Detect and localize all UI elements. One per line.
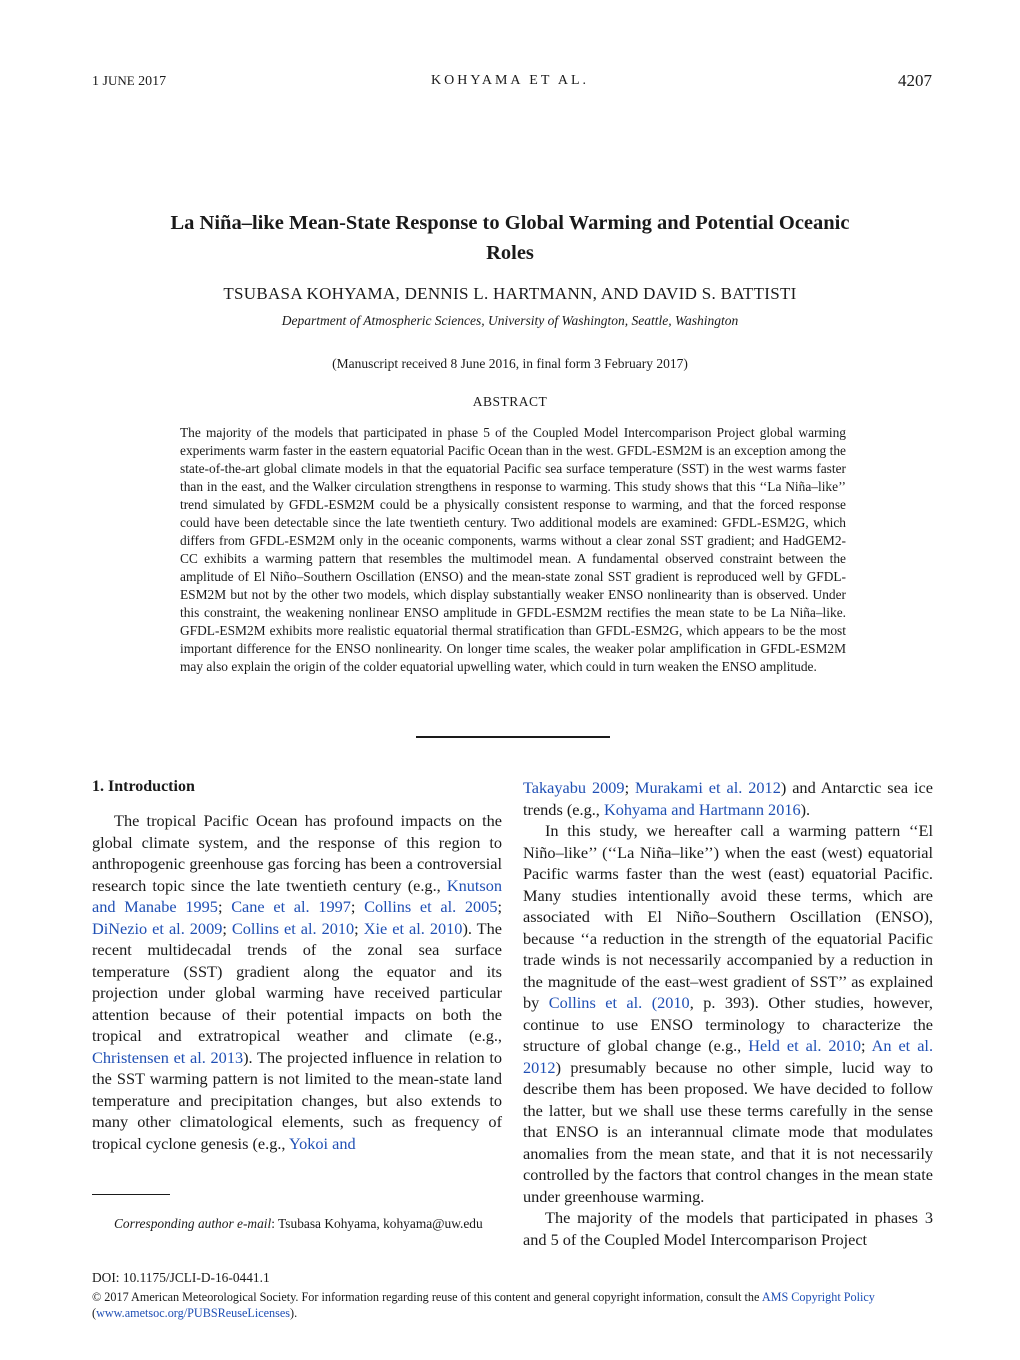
doi: DOI: 10.1175/JCLI-D-16-0441.1 <box>92 1270 270 1285</box>
body-text: ; <box>624 778 636 797</box>
body-text: , p. 393). Other studies, however, continue to use ENSO terminology to characterize the structure of global change (e.g., <box>523 993 933 1055</box>
citation-link[interactable]: Christensen et al. 2013 <box>92 1047 244 1067</box>
citation-link[interactable]: Cane et al. 1997 <box>231 897 351 916</box>
citation-link[interactable]: Collins et al. 2005 <box>364 897 498 916</box>
citation-link[interactable]: Kohyama and Hartmann 2016 <box>603 799 801 819</box>
footnote-label: Corresponding author e-mail <box>114 1216 272 1231</box>
citation-link[interactable]: An et al. 2012 <box>523 1036 934 1077</box>
running-authors: KOHYAMA ET AL. <box>430 73 590 88</box>
paper-title: La Niña–like Mean-State Response to Global Warming and Potential Oceanic Roles <box>170 212 850 264</box>
body-text: The tropical Pacific Ocean has profound impacts on the global climate system, and the response of this region to anthropogenic greenhouse gas forcing has been a controversial research topic since the late twentieth century (e.g., <box>92 811 502 895</box>
affiliation: Department of Atmospheric Sciences, University of Washington, Seattle, Washington <box>281 313 739 328</box>
body-text: In this study, we hereafter call a warming pattern ‘‘El Niño–like’’ (‘‘La Niña–like’’) when the east (west) equatorial Pacific warms faster than the west (east) equatorial Pacific. Many studies intentionally avoid these terms, which are associated with El Niño–Southern Oscillation (ENSO), because ‘‘a reduction in the strength of the equatorial Pacific trade winds is not necessarily accompanied by a reduction in the magnitude of the east–west gradient of SST’’ as explained by <box>523 821 933 1012</box>
intro-paragraph-continued <box>523 777 933 820</box>
abstract-divider <box>416 736 610 738</box>
body-text: ) presumably because no other simple, lucid way to describe them has been proposed. We have decided to follow the latter, but we shall use these terms carefully in the sense that ENSO is an interannual climate mode that modulates anomalies from the mean state, and that it is not necessarily controlled by the factors that control changes in the mean state under greenhouse warming. <box>523 1057 933 1206</box>
citation-link[interactable]: Knutson and Manabe 1995 <box>92 875 502 916</box>
citation-link[interactable]: Collins et al. (2010 <box>548 993 690 1012</box>
copyright-notice <box>92 1289 932 1321</box>
citation-link[interactable]: Xie et al. 2010 <box>363 918 463 938</box>
body-text: ; <box>497 897 502 916</box>
citation-link[interactable]: DiNezio et al. 2009 <box>92 918 223 938</box>
body-text: The majority of the models that participated in phases 3 and 5 of the Coupled Model Intercomparison Project <box>523 1208 933 1249</box>
body-text: ) and Antarctic sea ice trends (e.g., <box>523 778 933 819</box>
intro-paragraph-1 <box>92 810 502 1154</box>
citation-link[interactable]: Yokoi and <box>288 1133 356 1153</box>
body-text: ). <box>800 799 811 819</box>
section-heading: 1. Introduction <box>92 778 195 795</box>
intro-column-right <box>523 777 933 1250</box>
manuscript-received: (Manuscript received 8 June 2016, in final form 3 February 2017) <box>332 356 688 371</box>
footnote <box>92 1214 504 1233</box>
intro-paragraph-2 <box>523 820 933 1207</box>
body-text: ; <box>350 897 365 916</box>
ams-copyright-link[interactable]: AMS Copyright Policy <box>761 1290 875 1304</box>
body-text: ; <box>217 897 232 916</box>
body-text: ; <box>860 1036 872 1055</box>
footnote-text: : Tsubasa Kohyama, kohyama@uw.edu <box>271 1216 483 1231</box>
body-text: ; <box>222 918 232 938</box>
header-date: 1 JUNE 2017 <box>92 73 167 89</box>
copyright-end: ). <box>290 1306 298 1320</box>
abstract-heading: ABSTRACT <box>472 394 548 409</box>
copyright-paren: ( <box>92 1306 97 1320</box>
intro-paragraph-3 <box>523 1207 933 1250</box>
copyright-text: © 2017 American Meteorological Society. For information regarding reuse of this content and general copyright information, consult the <box>92 1290 762 1304</box>
citation-link[interactable]: Murakami et al. 2012 <box>635 778 781 797</box>
footnote-divider <box>92 1194 170 1195</box>
body-text: ). The projected influence in relation to the SST warming pattern is not limited to the mean-state land temperature and precipitation changes, but also extends to many other climatological elements, such as frequency of tropical cyclone genesis (e.g., <box>92 1047 502 1153</box>
page-number: 4207 <box>898 71 932 90</box>
citation-link[interactable]: Takayabu 2009 <box>523 778 625 797</box>
intro-column-left <box>92 810 502 1154</box>
citation-link[interactable]: Collins et al. 2010 <box>231 918 355 938</box>
reuse-licenses-link[interactable]: www.ametsoc.org/PUBSReuseLicenses <box>96 1306 291 1320</box>
author-list: TSUBASA KOHYAMA, DENNIS L. HARTMANN, AND DAVID S. BATTISTI <box>223 284 797 303</box>
abstract-text: The majority of the models that participated in phase 5 of the Coupled Model Intercomparison Project global warming experiments warm faster in the eastern equatorial Pacific Ocean than in the west. GFDL-ESM2M is an exception among the state-of-the-art global climate models in that the equatorial Pacific sea surface temperature (SST) in the west warms faster than in the east, and the Walker circulation strengthens in response to warming. This study shows that this ‘‘La Niña–like’’ trend simulated by GFDL-ESM2M could be a physically consistent response to warming, and that the forced response could have been detectable since the late twentieth century. Two additional models are examined: GFDL-ESM2G, which differs from GFDL-ESM2M only in the oceanic components, warms without a clear zonal SST gradient; and HadGEM2-CC exhibits a warming pattern that resembles the multimodel mean. A fundamental observed constraint between the amplitude of El Niño–Southern Oscillation (ENSO) and the mean-state zonal SST gradient is reproduced well by GFDL-ESM2M but not by the other two models, which display substantially weaker ENSO nonlinearity than is observed. Under this constraint, the weakening nonlinear ENSO amplitude in GFDL-ESM2M rectifies the mean state to be La Niña–like. GFDL-ESM2M exhibits more realistic equatorial thermal stratification than GFDL-ESM2G, which appears to be the most important difference for the ENSO nonlinearity. On longer time scales, the weaker polar amplification in GFDL-ESM2M may also explain the origin of the colder equatorial upwelling water, which could in turn weaken the ENSO amplitude. <box>180 425 846 674</box>
citation-link[interactable]: Held et al. 2010 <box>748 1036 861 1055</box>
body-text: ). The recent multidecadal trends of the zonal sea surface temperature (SST) gradient along the equator and its projection under global warming have received particular attention because of their potential impacts on both the tropical and extratropical weather and climate (e.g., <box>92 918 502 1045</box>
body-text: ; <box>354 918 364 938</box>
